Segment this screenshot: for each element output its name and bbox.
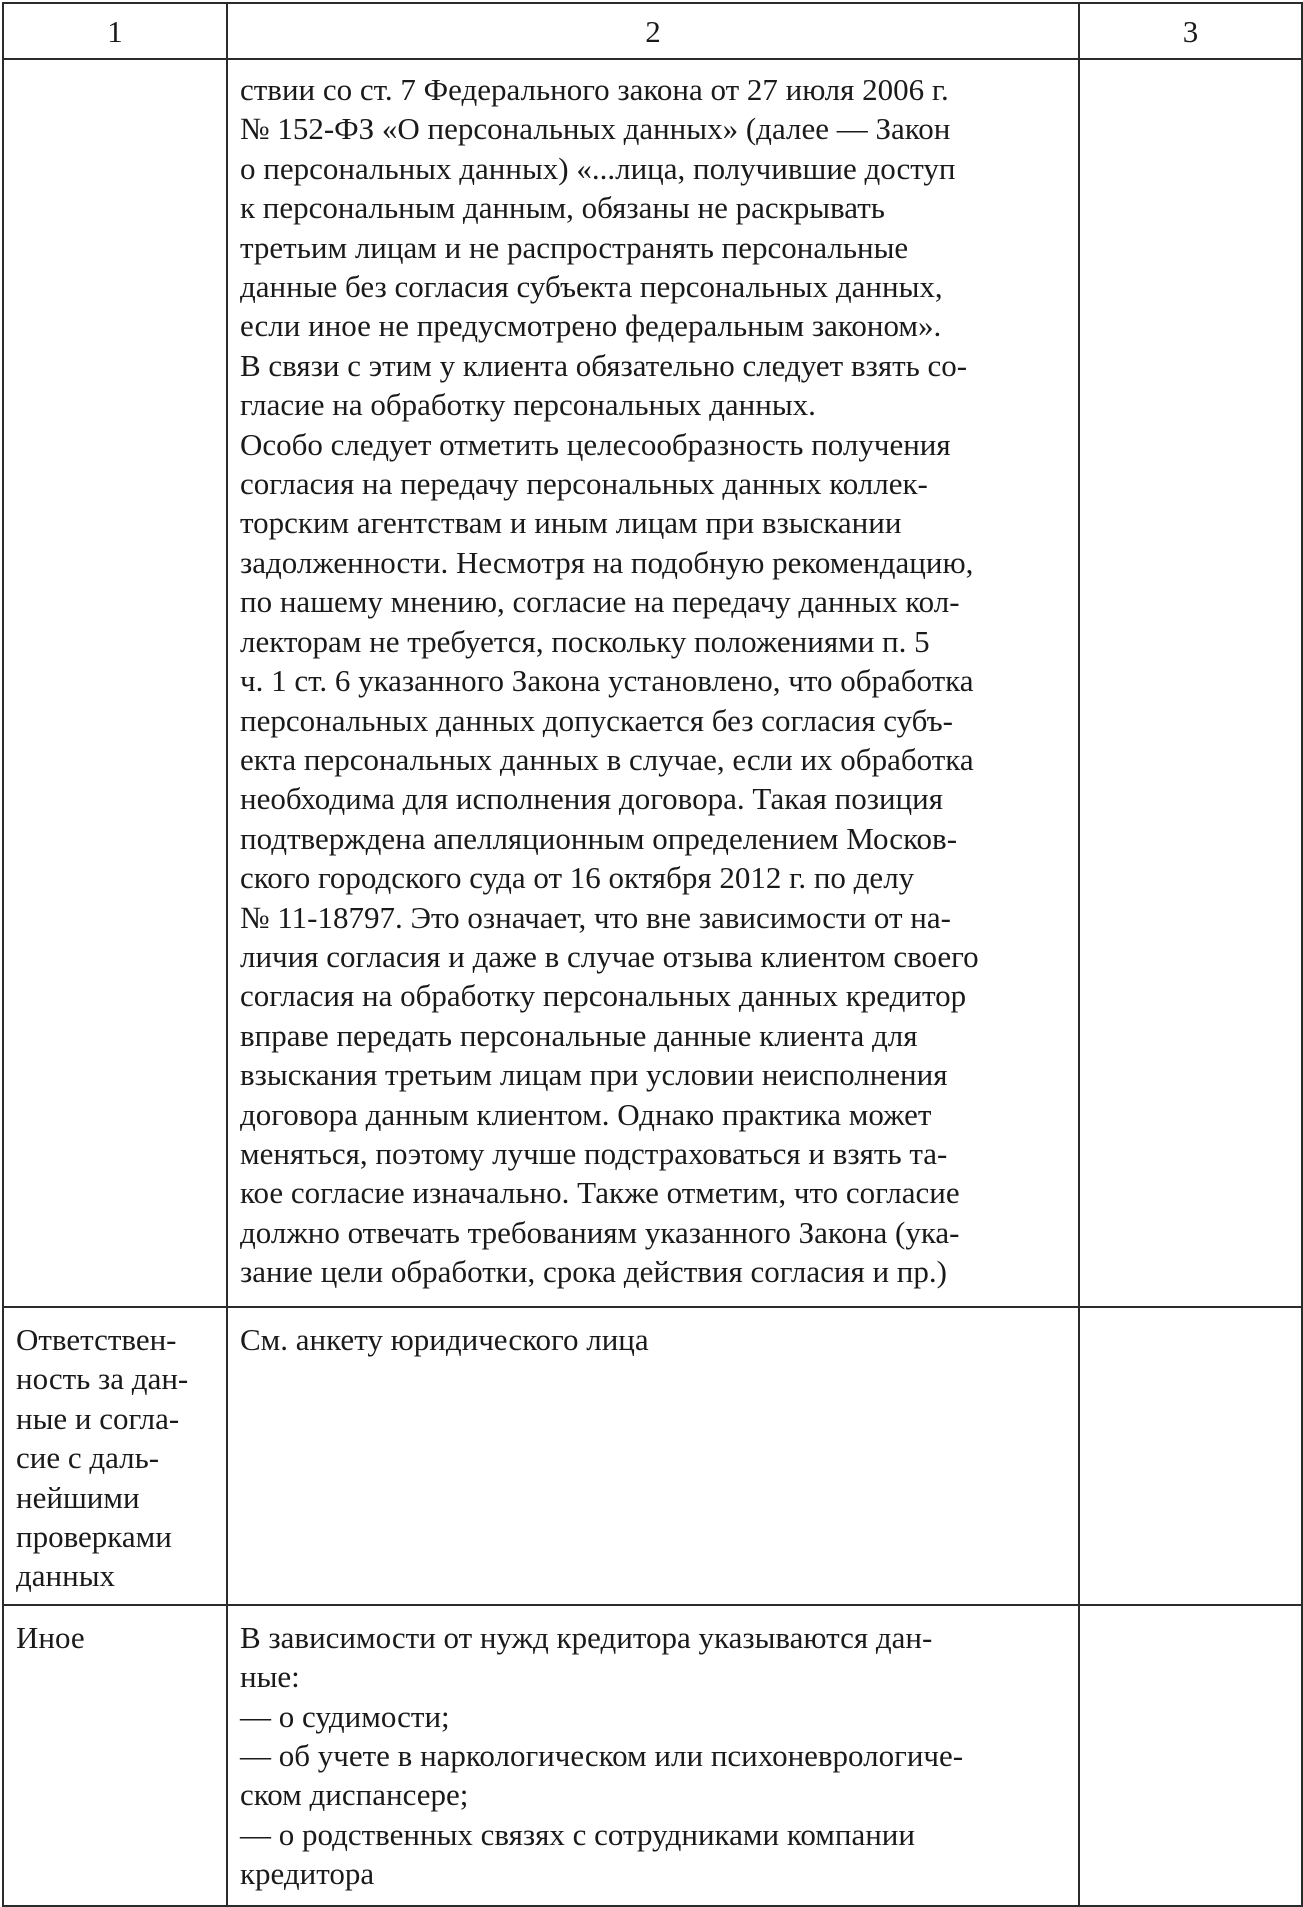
- text-line: ского городского суда от 16 октября 2012 г. по делу: [240, 860, 915, 896]
- text-line: — о родственных связях с сотрудниками компании: [240, 1816, 915, 1852]
- row-1-col-2: [227, 59, 1079, 1307]
- row-1-col-3: [1079, 59, 1302, 1307]
- row-2-col-3: [1079, 1307, 1302, 1605]
- text-line: сие с даль-: [16, 1440, 160, 1476]
- text-line: В зависимости от нужд кредитора указываются дан-: [240, 1619, 933, 1655]
- text-line: гласие на обработку персональных данных.: [240, 387, 816, 423]
- table-header-row: [3, 3, 1302, 59]
- text-line: кое согласие изначально. Также отметим, что согласие: [240, 1175, 960, 1211]
- text-line: ные:: [240, 1659, 300, 1695]
- text-line: Ответствен-: [16, 1322, 177, 1357]
- table-row: [3, 1605, 1302, 1906]
- text-line: личия согласия и даже в случае отзыва клиентом своего: [240, 938, 979, 974]
- row-3-col-2: [227, 1605, 1079, 1906]
- text-line: меняться, поэтому лучше подстраховаться и взять та-: [240, 1135, 948, 1171]
- text-line: персональных данных допускается без согласия субъ-: [240, 702, 953, 738]
- text-line: если иное не предусмотрено федеральным законом».: [240, 308, 942, 344]
- text-line: См. анкету юридического лица: [240, 1322, 649, 1357]
- text-line: задолженности. Несмотря на подобную рекомендацию,: [240, 544, 974, 580]
- column-header-3: 3: [1079, 3, 1302, 59]
- text-line: лекторам не требуется, поскольку положениями п. 5: [240, 623, 930, 659]
- text-line: о персональных данных) «...лица, получившие доступ: [240, 150, 956, 186]
- text-line: нейшими: [16, 1479, 140, 1515]
- row-3-col-3: [1079, 1605, 1302, 1906]
- text-line: кредитора: [240, 1856, 375, 1892]
- text-line: екта персональных данных в случае, если их обработка: [240, 741, 974, 777]
- text-line: ность за дан-: [16, 1361, 189, 1397]
- text-line: подтверждена апелляционным определением Москов-: [240, 820, 958, 856]
- text-line: согласия на передачу персональных данных коллек-: [240, 466, 928, 502]
- text-line: необходима для исполнения договора. Такая позиция: [240, 781, 943, 817]
- text-line: должно отвечать требованиям указанного Закона (ука-: [240, 1214, 960, 1250]
- text-line: к персональным данным, обязаны не раскрывать: [240, 190, 885, 226]
- text-line: согласия на обработку персональных данных кредитор: [240, 978, 967, 1014]
- column-header-2: 2: [227, 3, 1079, 59]
- text-line: ч. 1 ст. 6 указанного Закона установлено, что обработка: [240, 663, 974, 699]
- text-line: — о судимости;: [240, 1698, 450, 1734]
- table-row: [3, 59, 1302, 1307]
- text-line: договора данным клиентом. Однако практика может: [240, 1096, 932, 1132]
- text-line: Особо следует отметить целесообразность получения: [240, 426, 951, 462]
- text-line: вправе передать персональные данные клиента для: [240, 1017, 918, 1053]
- text-line: ствии со ст. 7 Федерального закона от 27 июля 2006 г.: [240, 72, 949, 107]
- text-line: № 152-ФЗ «О персональных данных» (далее — Закон: [240, 111, 951, 147]
- row-2-col-1: [3, 1307, 227, 1605]
- text-line: данных: [16, 1558, 116, 1594]
- row-1-col-1: [3, 59, 227, 1307]
- text-line: ные и согла-: [16, 1400, 180, 1436]
- column-header-1: 1: [3, 3, 227, 59]
- text-line: данные без согласия субъекта персональных данных,: [240, 269, 943, 305]
- row-3-col-1: [3, 1605, 227, 1906]
- text-line: торским агентствам и иным лицам при взыскании: [240, 505, 902, 541]
- text-line: проверками: [16, 1519, 172, 1555]
- table-row: [3, 1307, 1302, 1605]
- data-table: [2, 2, 1303, 1907]
- text-line: по нашему мнению, согласие на передачу данных кол-: [240, 584, 960, 620]
- text-line: Иное: [16, 1619, 85, 1655]
- text-line: ском диспансере;: [240, 1777, 469, 1813]
- text-line: В связи с этим у клиента обязательно следует взять со-: [240, 347, 968, 383]
- row-2-col-2: [227, 1307, 1079, 1605]
- text-line: № 11-18797. Это означает, что вне зависимости от на-: [240, 899, 951, 935]
- text-line: третьим лицам и не распространять персональные: [240, 229, 909, 265]
- text-line: взыскания третьим лицам при условии неисполнения: [240, 1057, 948, 1093]
- text-line: зание цели обработки, срока действия согласия и пр.): [240, 1254, 947, 1290]
- text-line: — об учете в наркологическом или психоневрологиче-: [240, 1738, 964, 1774]
